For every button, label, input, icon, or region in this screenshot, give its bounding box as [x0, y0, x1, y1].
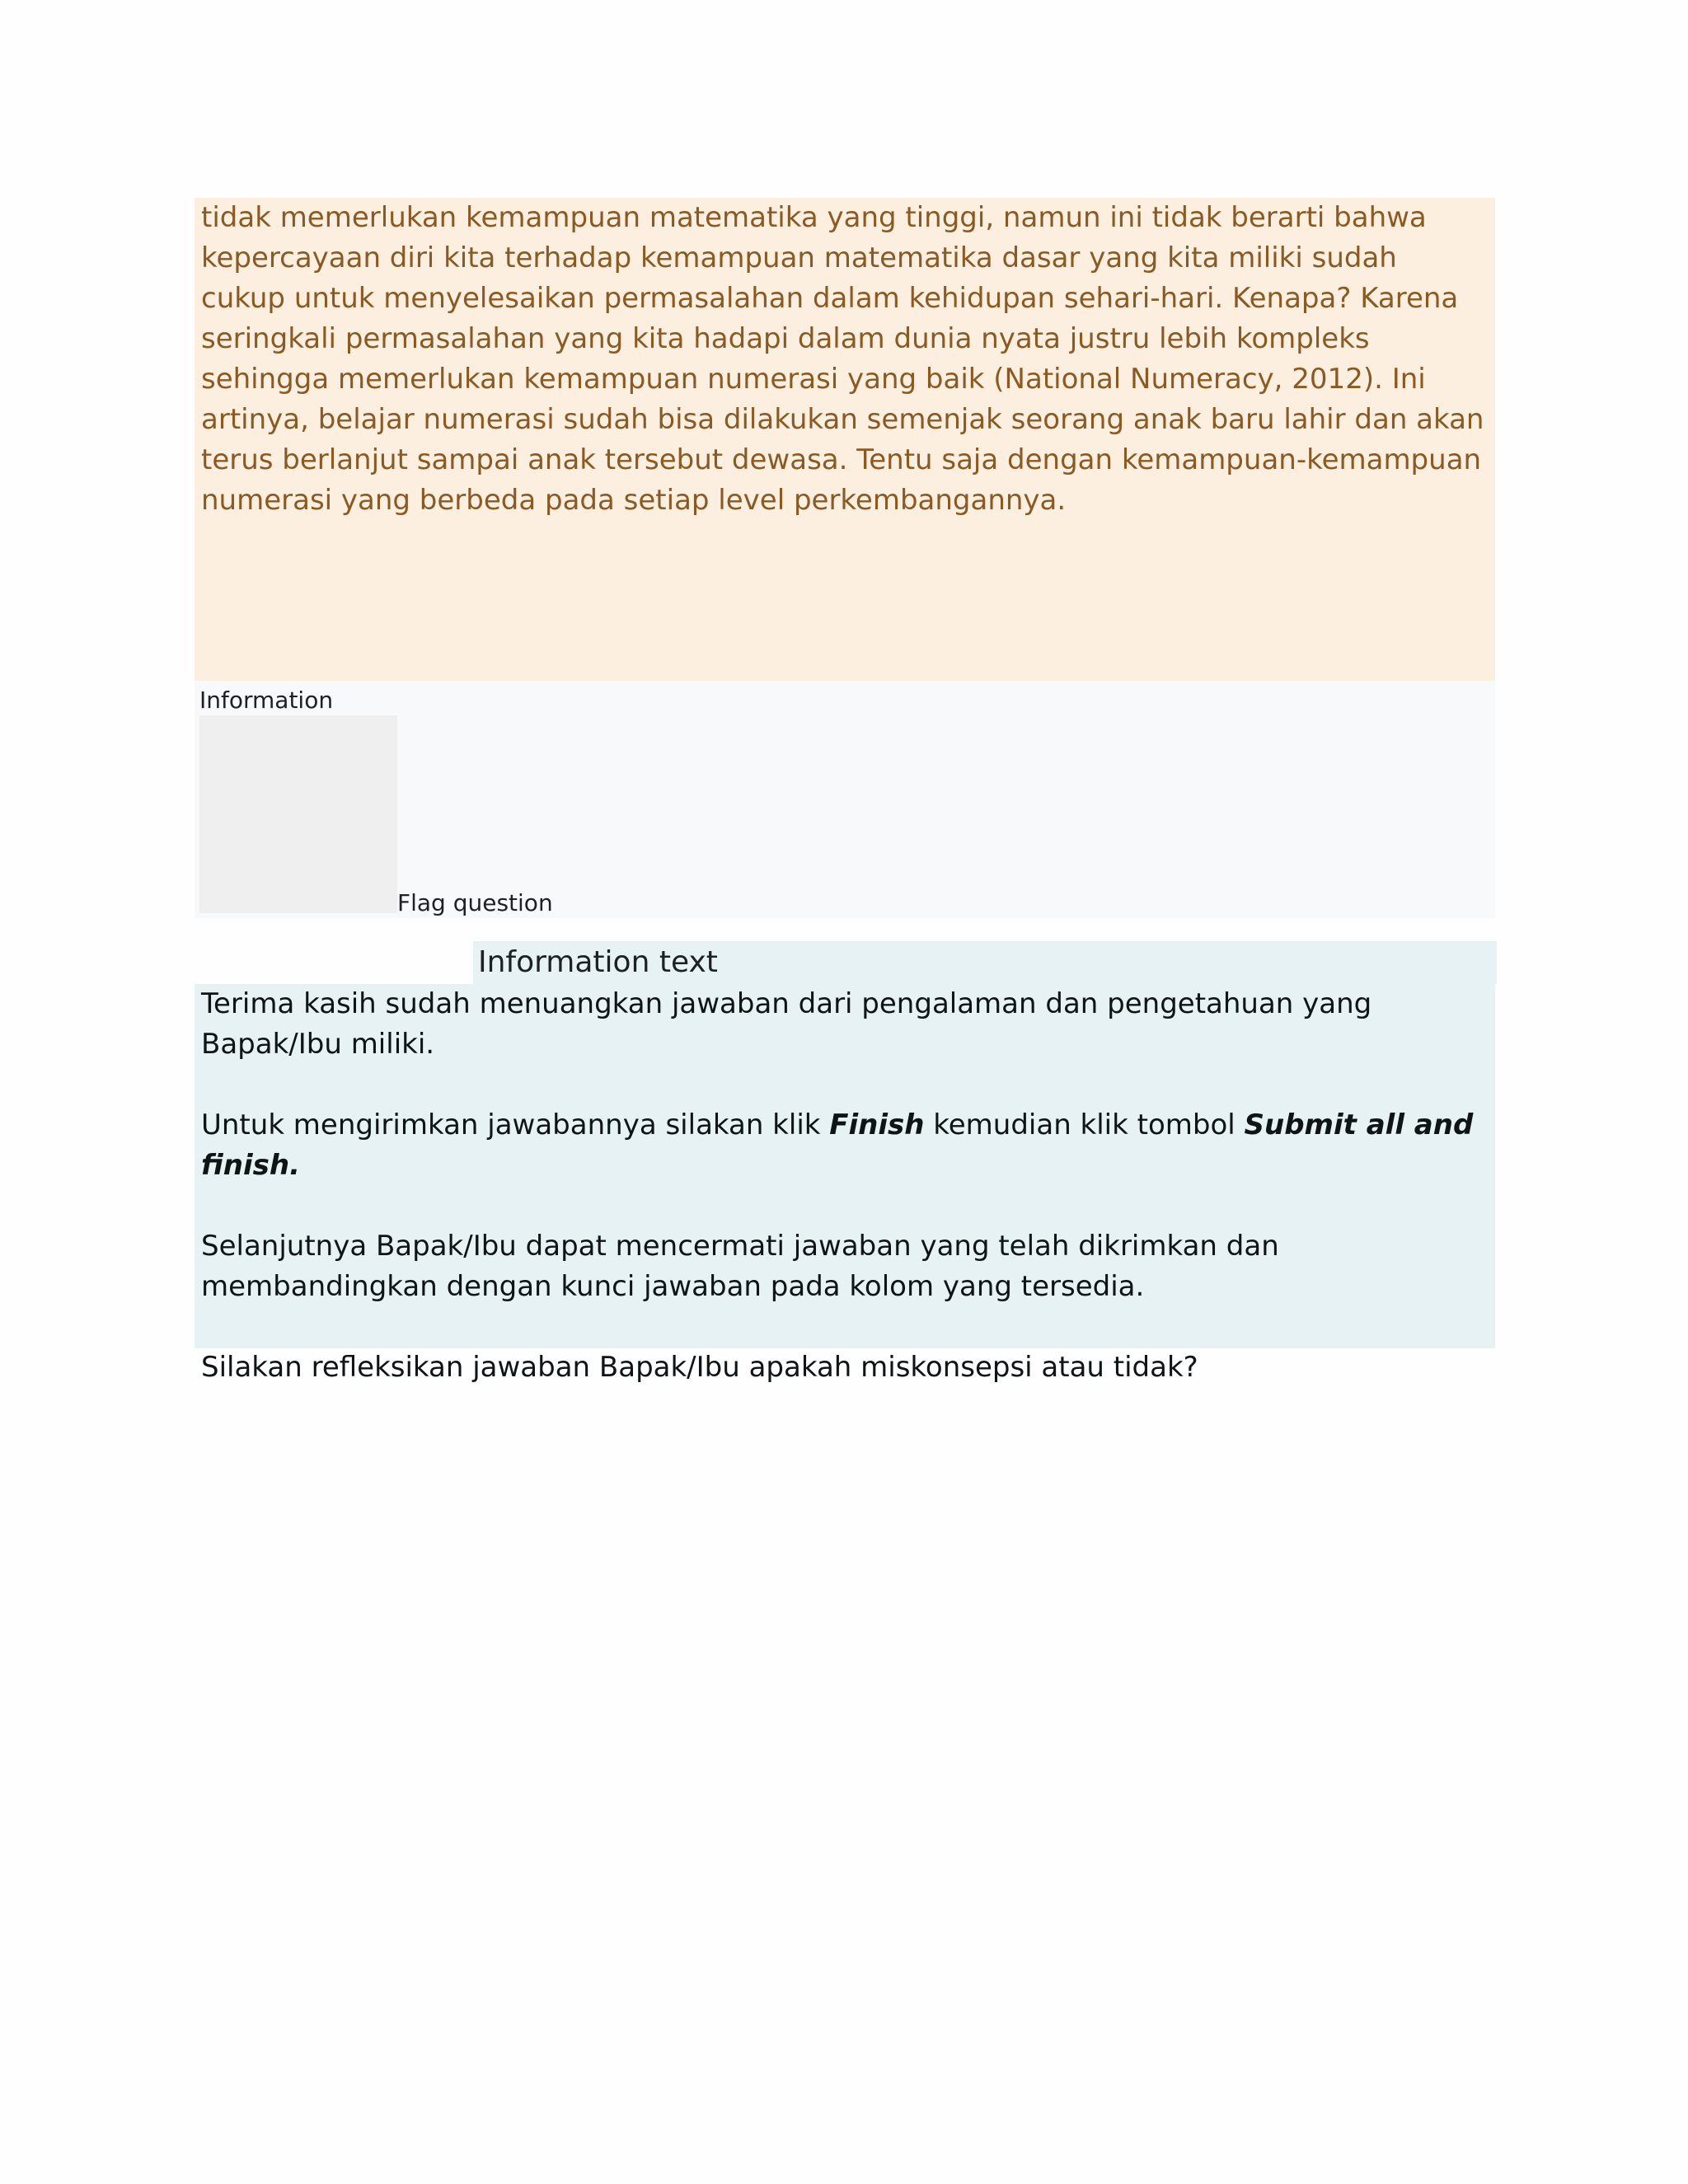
finish-emphasis: Finish	[829, 1108, 925, 1141]
question-info-block	[195, 681, 1495, 918]
info-paragraph-thanks: Terima kasih sudah menuangkan jawaban dari pengalaman dan pengetahuan yang Bapak/Ibu miliki.	[201, 987, 1372, 1061]
flag-question-link[interactable]: Flag question	[397, 889, 553, 916]
information-text-content	[195, 984, 1495, 1384]
instruction-text-start: Untuk mengirimkan jawabannya silakan klik	[201, 1108, 830, 1141]
submit-all-emphasis: Submit all and finish.	[201, 1108, 1474, 1182]
feedback-text: tidak memerlukan kemampuan matematika yang tinggi, namun ini tidak berarti bahwa kepercayaan diri kita terhadap kemampuan matematika dasar yang kita miliki sudah cukup untuk menyelesaikan permasalahan dalam kehidupan sehari-hari. Kenapa? Karena seringkali permasalahan yang kita hadapi dalam dunia nyata justru lebih kompleks sehingga memerlukan kemampuan numerasi yang baik (National Numeracy, 2012). Ini artinya, belajar numerasi sudah bisa dilakukan semenjak seorang anak baru lahir dan akan terus berlanjut sampai anak tersebut dewasa. Tentu saja dengan kemampuan-kemampuan numerasi yang berbeda pada setiap level perkembangannya.	[201, 201, 1484, 517]
info-paragraph-compare: Selanjutnya Bapak/Ibu dapat mencermati jawaban yang telah dikrimkan dan membandingkan dengan kunci jawaban pada kolom yang tersedia.	[201, 1230, 1279, 1303]
instruction-text-middle: kemudian klik tombol	[924, 1108, 1245, 1141]
info-paragraph-reflect: Silakan refleksikan jawaban Bapak/Ibu apakah miskonsepsi atau tidak?	[201, 1351, 1198, 1384]
information-text-header	[473, 941, 1497, 984]
general-feedback-panel	[195, 198, 1495, 681]
question-image-placeholder	[199, 715, 397, 913]
information-text-title: Information text	[478, 945, 718, 979]
info-paragraph-instructions	[201, 1105, 1489, 1186]
question-type-label: Information	[199, 687, 334, 714]
